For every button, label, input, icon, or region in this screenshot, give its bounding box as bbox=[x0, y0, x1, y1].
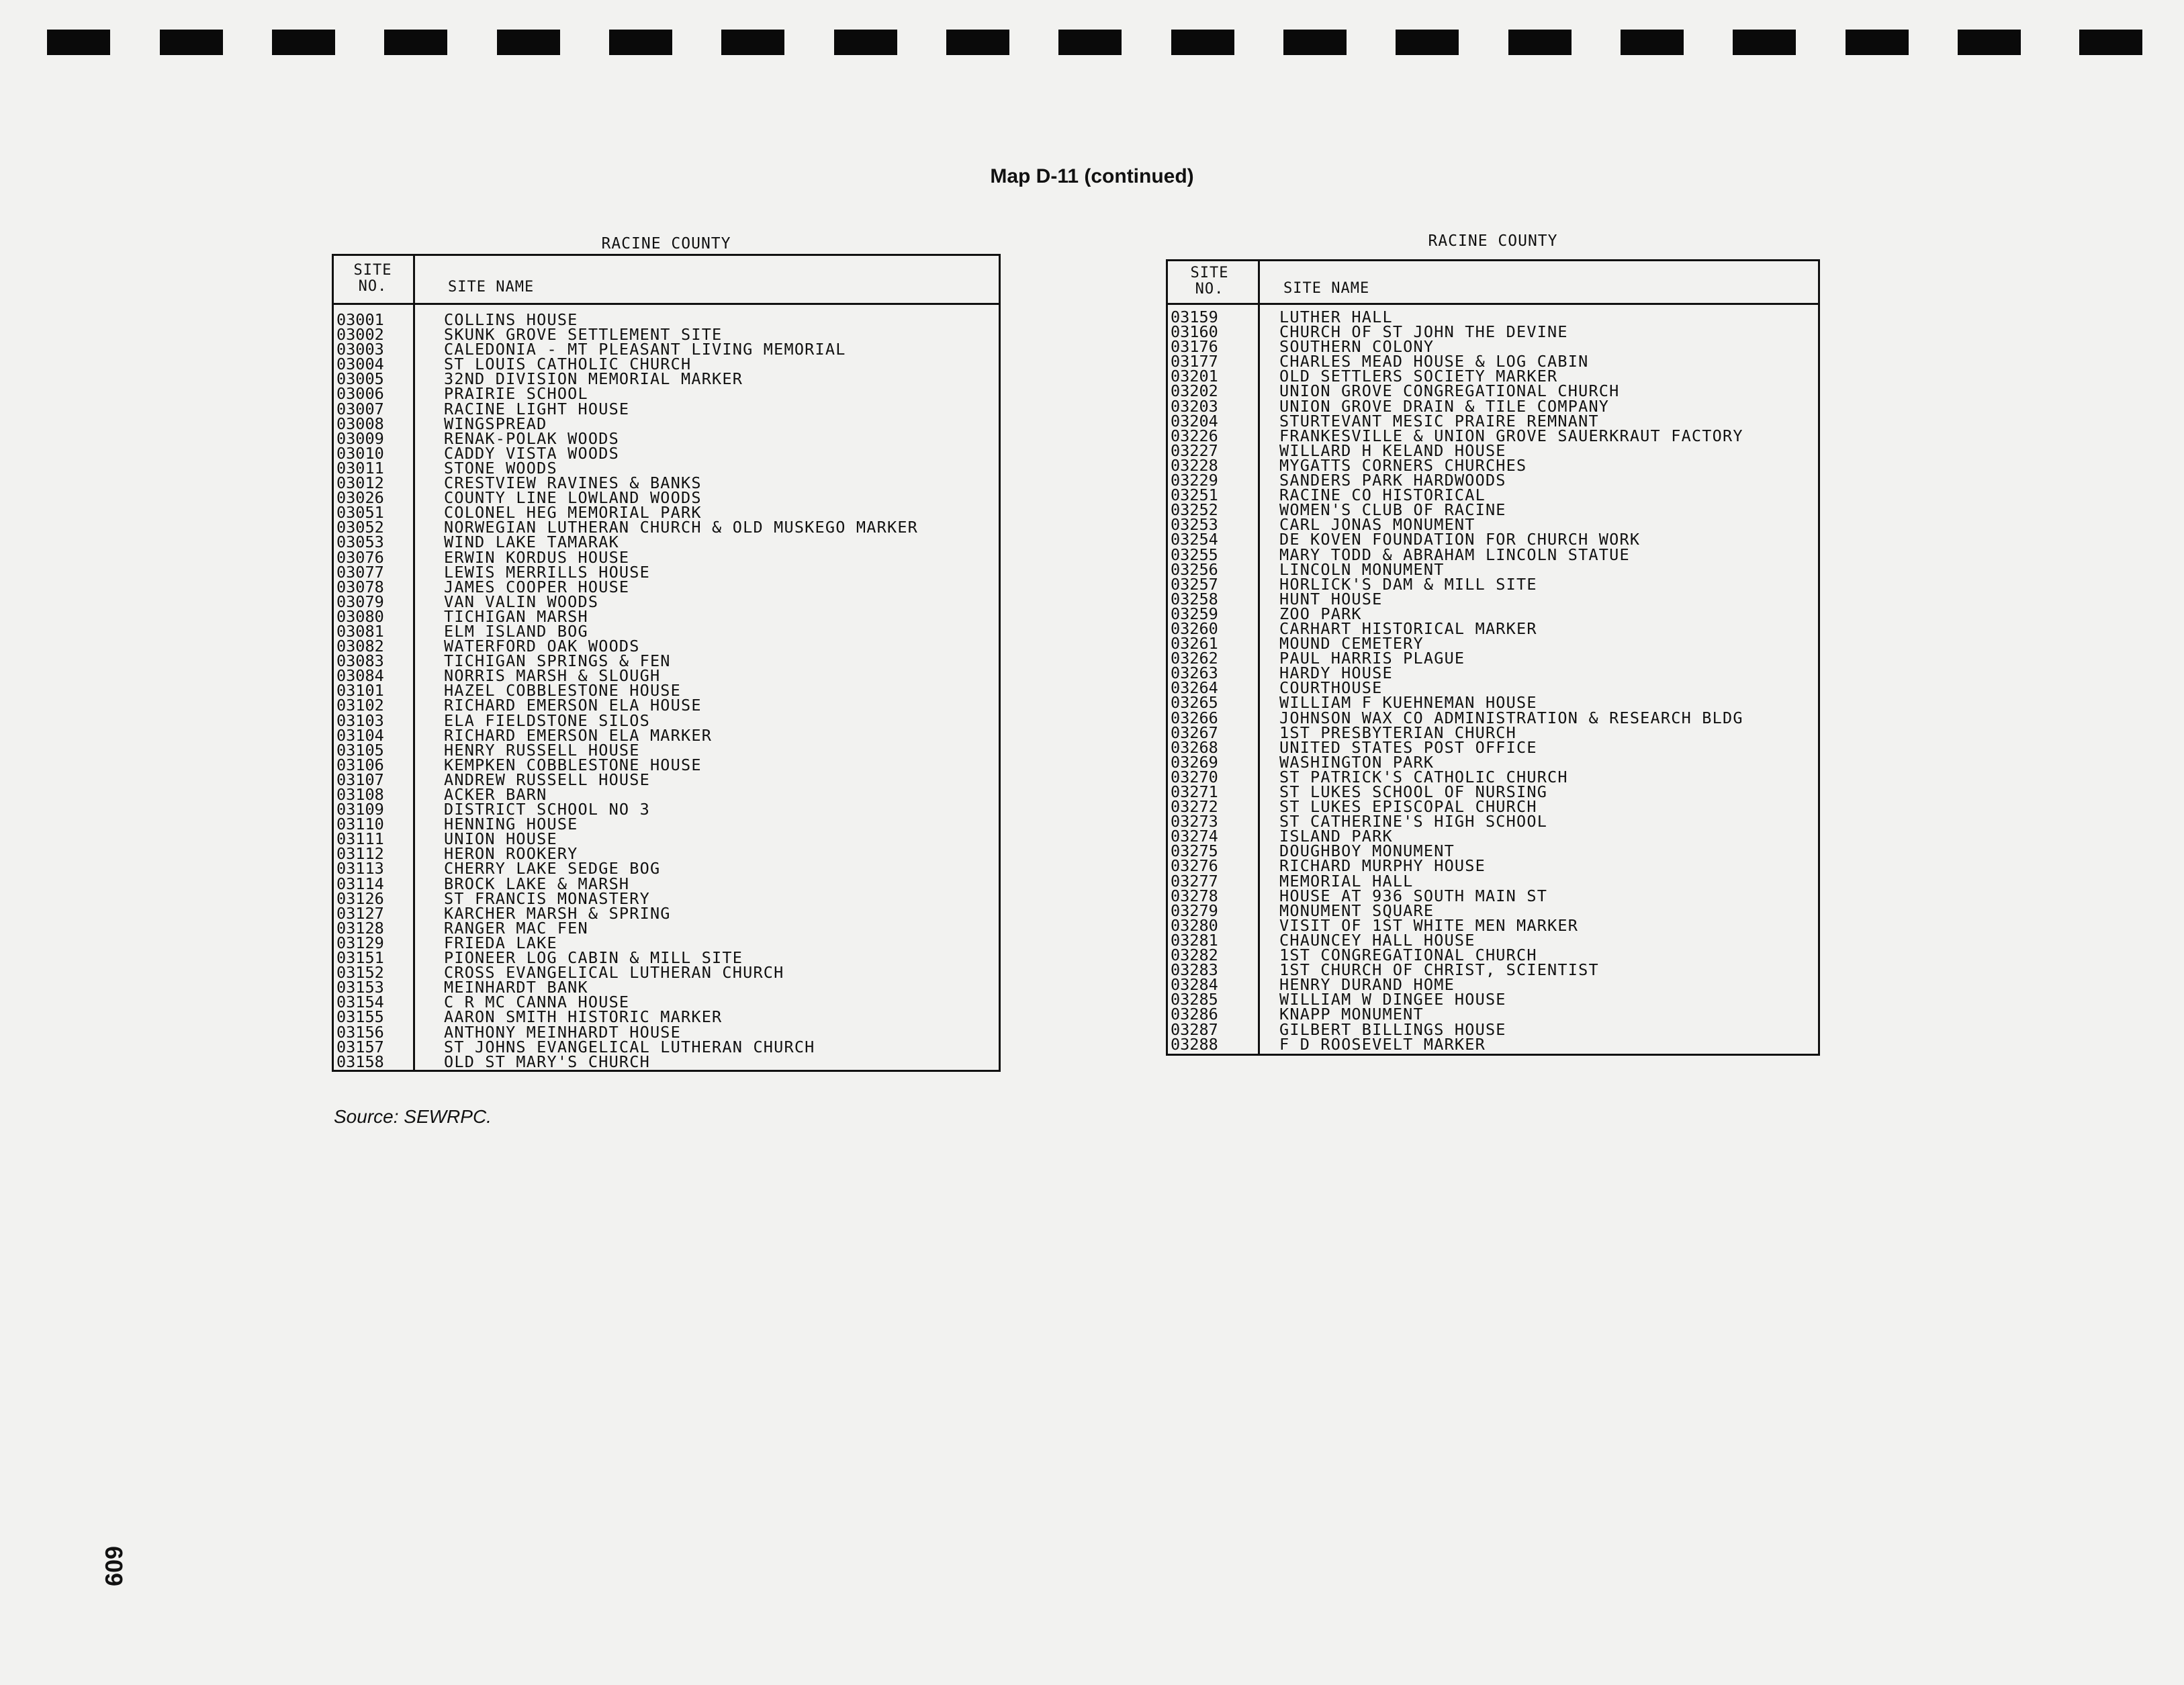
site-number: 03127 bbox=[336, 903, 384, 923]
site-number: 03261 bbox=[1171, 634, 1218, 653]
punch-hole bbox=[1283, 30, 1347, 55]
table-row bbox=[334, 802, 999, 817]
site-number: 03009 bbox=[336, 428, 384, 448]
site-number: 03264 bbox=[1171, 678, 1218, 698]
site-name: WOMEN'S CLUB OF RACINE bbox=[1279, 500, 1506, 520]
table-row bbox=[334, 861, 999, 876]
table-header bbox=[334, 256, 999, 305]
site-number: 03001 bbox=[336, 310, 384, 329]
table-body bbox=[1168, 310, 1818, 1052]
table-row bbox=[334, 651, 999, 671]
site-number: 03101 bbox=[336, 681, 384, 700]
table-row bbox=[334, 755, 999, 774]
site-name: 1ST CHURCH OF CHRIST, SCIENTIST bbox=[1279, 960, 1599, 980]
table-row bbox=[334, 815, 999, 834]
table-row bbox=[334, 980, 999, 995]
site-number: 03154 bbox=[336, 993, 384, 1012]
punch-hole bbox=[946, 30, 1009, 55]
site-number: 03262 bbox=[1171, 649, 1218, 668]
site-name: MEMORIAL HALL bbox=[1279, 871, 1414, 891]
site-number: 03006 bbox=[336, 384, 384, 404]
punch-hole bbox=[1171, 30, 1234, 55]
site-name: HOUSE AT 936 SOUTH MAIN ST bbox=[1279, 886, 1548, 905]
table-body bbox=[334, 312, 999, 1069]
site-table bbox=[332, 254, 1001, 1072]
table-row bbox=[1168, 621, 1818, 636]
site-name: ST FRANCIS MONASTERY bbox=[444, 889, 650, 908]
site-name: 1ST PRESBYTERIAN CHURCH bbox=[1279, 723, 1517, 742]
site-number: 03077 bbox=[336, 562, 384, 582]
table-row bbox=[334, 562, 999, 582]
table-row bbox=[334, 520, 999, 535]
source-note: Source: SEWRPC. bbox=[334, 1106, 492, 1127]
site-number: 03255 bbox=[1171, 545, 1218, 564]
site-number: 03267 bbox=[1171, 723, 1218, 742]
punch-hole bbox=[1621, 30, 1684, 55]
site-name: STURTEVANT MESIC PRAIRE REMNANT bbox=[1279, 411, 1599, 430]
site-number: 03002 bbox=[336, 325, 384, 345]
site-number: 03107 bbox=[336, 770, 384, 789]
site-name: ANTHONY MEINHARDT HOUSE bbox=[444, 1022, 682, 1042]
site-name: OLD ST MARY'S CHURCH bbox=[444, 1052, 650, 1071]
table-row bbox=[334, 606, 999, 626]
table-row bbox=[334, 963, 999, 983]
site-number: 03281 bbox=[1171, 930, 1218, 950]
site-name: HENNING HOUSE bbox=[444, 815, 578, 834]
site-number: 03108 bbox=[336, 785, 384, 804]
site-name: HUNT HOUSE bbox=[1279, 589, 1383, 608]
site-name: HERON ROOKERY bbox=[444, 844, 578, 864]
punch-hole bbox=[1958, 30, 2021, 55]
site-number: 03252 bbox=[1171, 500, 1218, 520]
table-row bbox=[334, 1054, 999, 1069]
left-site-table-block bbox=[332, 232, 1001, 1079]
site-name: KARCHER MARSH & SPRING bbox=[444, 903, 671, 923]
table-row bbox=[1168, 547, 1818, 562]
site-number: 03273 bbox=[1171, 812, 1218, 831]
site-name: PAUL HARRIS PLAGUE bbox=[1279, 649, 1465, 668]
site-number: 03109 bbox=[336, 800, 384, 819]
site-name: KEMPKEN COBBLESTONE HOUSE bbox=[444, 755, 702, 774]
site-number: 03128 bbox=[336, 918, 384, 938]
site-number: 03283 bbox=[1171, 960, 1218, 980]
site-name: CHERRY LAKE SEDGE BOG bbox=[444, 859, 661, 878]
site-name: WILLIAM F KUEHNEMAN HOUSE bbox=[1279, 693, 1537, 713]
site-name: COURTHOUSE bbox=[1279, 678, 1383, 698]
site-number: 03113 bbox=[336, 859, 384, 878]
site-number: 03202 bbox=[1171, 381, 1218, 401]
site-name: 32ND DIVISION MEMORIAL MARKER bbox=[444, 369, 743, 389]
punch-hole bbox=[497, 30, 560, 55]
table-row bbox=[334, 876, 999, 891]
site-number: 03253 bbox=[1171, 515, 1218, 535]
punch-hole bbox=[1396, 30, 1459, 55]
site-number: 03276 bbox=[1171, 856, 1218, 876]
site-number: 03005 bbox=[336, 369, 384, 389]
site-name: UNITED STATES POST OFFICE bbox=[1279, 737, 1537, 757]
site-number: 03012 bbox=[336, 473, 384, 493]
binder-punch-holes bbox=[47, 30, 2142, 55]
site-name: VAN VALIN WOODS bbox=[444, 592, 599, 611]
site-number: 03104 bbox=[336, 725, 384, 745]
site-name: LINCOLN MONUMENT bbox=[1279, 559, 1445, 579]
table-row bbox=[1168, 589, 1818, 608]
site-number: 03271 bbox=[1171, 782, 1218, 801]
site-name: NORRIS MARSH & SLOUGH bbox=[444, 666, 661, 686]
site-number: 03228 bbox=[1171, 455, 1218, 475]
site-name: SKUNK GROVE SETTLEMENT SITE bbox=[444, 325, 723, 345]
site-name: UNION GROVE CONGREGATIONAL CHURCH bbox=[1279, 381, 1620, 401]
table-row bbox=[334, 443, 999, 463]
site-number: 03288 bbox=[1171, 1034, 1218, 1054]
punch-hole bbox=[1846, 30, 1909, 55]
site-number: 03279 bbox=[1171, 901, 1218, 920]
site-name: RACINE LIGHT HOUSE bbox=[444, 399, 630, 418]
punch-hole bbox=[721, 30, 784, 55]
table-row bbox=[1168, 473, 1818, 488]
table-row bbox=[1168, 856, 1818, 876]
site-number: 03278 bbox=[1171, 886, 1218, 905]
table-row bbox=[334, 787, 999, 802]
site-name: WIND LAKE TAMARAK bbox=[444, 533, 619, 552]
site-number: 03078 bbox=[336, 577, 384, 596]
site-number: 03084 bbox=[336, 666, 384, 686]
site-name: UNION GROVE DRAIN & TILE COMPANY bbox=[1279, 396, 1610, 416]
site-number: 03270 bbox=[1171, 767, 1218, 786]
table-row bbox=[1168, 1019, 1818, 1039]
table-row bbox=[334, 416, 999, 431]
site-name: RANGER MAC FEN bbox=[444, 918, 588, 938]
table-row bbox=[1168, 960, 1818, 980]
site-name: RACINE CO HISTORICAL bbox=[1279, 486, 1486, 505]
table-row bbox=[334, 772, 999, 787]
site-name: TICHIGAN SPRINGS & FEN bbox=[444, 651, 671, 671]
site-number: 03251 bbox=[1171, 486, 1218, 505]
site-number: 03280 bbox=[1171, 915, 1218, 935]
col-header-site-no: SITE NO. bbox=[1190, 265, 1229, 298]
site-number: 03105 bbox=[336, 740, 384, 760]
site-number: 03258 bbox=[1171, 589, 1218, 608]
site-name: ELM ISLAND BOG bbox=[444, 621, 588, 641]
site-name: LEWIS MERRILLS HOUSE bbox=[444, 562, 650, 582]
table-row bbox=[334, 384, 999, 404]
site-name: COUNTY LINE LOWLAND WOODS bbox=[444, 488, 702, 508]
table-row bbox=[1168, 915, 1818, 935]
table-row bbox=[1168, 500, 1818, 520]
col-header-site-name: SITE NAME bbox=[1283, 280, 1370, 297]
map-title: Map D-11 (continued) bbox=[990, 165, 1194, 187]
site-name: ANDREW RUSSELL HOUSE bbox=[444, 770, 650, 789]
site-name: HORLICK'S DAM & MILL SITE bbox=[1279, 574, 1537, 594]
site-number: 03156 bbox=[336, 1022, 384, 1042]
county-label: RACINE COUNTY bbox=[601, 235, 731, 253]
site-name: STONE WOODS bbox=[444, 458, 557, 477]
site-number: 03204 bbox=[1171, 411, 1218, 430]
site-name: RENAK-POLAK WOODS bbox=[444, 428, 619, 448]
table-row bbox=[1168, 1034, 1818, 1054]
site-number: 03003 bbox=[336, 340, 384, 359]
table-row bbox=[334, 725, 999, 745]
site-name: RICHARD EMERSON ELA HOUSE bbox=[444, 696, 702, 715]
site-name: BROCK LAKE & MARSH bbox=[444, 874, 630, 893]
site-name: WINGSPREAD bbox=[444, 414, 547, 433]
table-row bbox=[334, 369, 999, 389]
table-row bbox=[334, 399, 999, 418]
site-number: 03106 bbox=[336, 755, 384, 774]
site-name: GILBERT BILLINGS HOUSE bbox=[1279, 1019, 1506, 1039]
site-number: 03129 bbox=[336, 933, 384, 952]
site-name: AARON SMITH HISTORIC MARKER bbox=[444, 1007, 723, 1027]
site-number: 03203 bbox=[1171, 396, 1218, 416]
site-number: 03080 bbox=[336, 606, 384, 626]
site-name: MYGATTS CORNERS CHURCHES bbox=[1279, 455, 1527, 475]
site-name: ACKER BARN bbox=[444, 785, 547, 804]
site-number: 03083 bbox=[336, 651, 384, 671]
site-name: SANDERS PARK HARDWOODS bbox=[1279, 471, 1506, 490]
site-number: 03102 bbox=[336, 696, 384, 715]
site-number: 03114 bbox=[336, 874, 384, 893]
site-number: 03126 bbox=[336, 889, 384, 908]
table-row bbox=[334, 533, 999, 552]
site-name: FRANKESVILLE & UNION GROVE SAUERKRAUT FACTORY bbox=[1279, 426, 1743, 445]
site-number: 03052 bbox=[336, 518, 384, 537]
col-header-site-no: SITE NO. bbox=[353, 262, 392, 295]
table-row bbox=[334, 577, 999, 596]
punch-hole bbox=[609, 30, 672, 55]
site-number: 03160 bbox=[1171, 322, 1218, 342]
site-number: 03286 bbox=[1171, 1005, 1218, 1024]
site-number: 03285 bbox=[1171, 990, 1218, 1009]
site-number: 03103 bbox=[336, 711, 384, 730]
site-number: 03259 bbox=[1171, 604, 1218, 623]
site-name: ZOO PARK bbox=[1279, 604, 1362, 623]
table-row bbox=[334, 698, 999, 713]
site-name: JOHNSON WAX CO ADMINISTRATION & RESEARCH BLDG bbox=[1279, 708, 1743, 727]
site-number: 03008 bbox=[336, 414, 384, 433]
table-row bbox=[334, 547, 999, 567]
site-name: RICHARD EMERSON ELA MARKER bbox=[444, 725, 713, 745]
table-row bbox=[1168, 814, 1818, 829]
site-name: MOUND CEMETERY bbox=[1279, 634, 1424, 653]
site-name: C R MC CANNA HOUSE bbox=[444, 993, 630, 1012]
site-name: CARL JONAS MONUMENT bbox=[1279, 515, 1475, 535]
site-name: ERWIN KORDUS HOUSE bbox=[444, 547, 630, 567]
site-number: 03152 bbox=[336, 963, 384, 983]
site-name: F D ROOSEVELT MARKER bbox=[1279, 1034, 1486, 1054]
site-name: DOUGHBOY MONUMENT bbox=[1279, 841, 1455, 861]
table-row bbox=[1168, 737, 1818, 757]
punch-hole bbox=[2079, 30, 2142, 55]
site-number: 03112 bbox=[336, 844, 384, 864]
site-number: 03177 bbox=[1171, 352, 1218, 371]
punch-hole bbox=[1508, 30, 1572, 55]
site-number: 03176 bbox=[1171, 337, 1218, 357]
site-name: HARDY HOUSE bbox=[1279, 664, 1393, 683]
site-number: 03079 bbox=[336, 592, 384, 611]
punch-hole bbox=[47, 30, 110, 55]
site-number: 03263 bbox=[1171, 664, 1218, 683]
site-number: 03081 bbox=[336, 621, 384, 641]
site-number: 03260 bbox=[1171, 619, 1218, 638]
site-number: 03051 bbox=[336, 503, 384, 522]
site-name: ELA FIELDSTONE SILOS bbox=[444, 711, 650, 730]
site-name: 1ST CONGREGATIONAL CHURCH bbox=[1279, 946, 1537, 965]
punch-hole bbox=[834, 30, 897, 55]
site-name: ST CATHERINE'S HIGH SCHOOL bbox=[1279, 812, 1548, 831]
table-row bbox=[334, 918, 999, 938]
site-number: 03007 bbox=[336, 399, 384, 418]
site-name: CROSS EVANGELICAL LUTHERAN CHURCH bbox=[444, 963, 784, 983]
punch-hole bbox=[160, 30, 223, 55]
site-number: 03274 bbox=[1171, 827, 1218, 846]
site-name: MONUMENT SQUARE bbox=[1279, 901, 1435, 920]
site-name: LUTHER HALL bbox=[1279, 308, 1393, 326]
site-number: 03159 bbox=[1171, 308, 1218, 326]
site-number: 03269 bbox=[1171, 752, 1218, 772]
site-name: ST LUKES EPISCOPAL CHURCH bbox=[1279, 797, 1537, 817]
site-name: ISLAND PARK bbox=[1279, 827, 1393, 846]
table-row bbox=[1168, 651, 1818, 666]
site-number: 03153 bbox=[336, 978, 384, 997]
site-name: WILLARD H KELAND HOUSE bbox=[1279, 441, 1506, 460]
table-row bbox=[1168, 829, 1818, 844]
right-site-table-block bbox=[1166, 231, 1820, 1057]
site-name: ST PATRICK'S CATHOLIC CHURCH bbox=[1279, 767, 1568, 786]
table-row bbox=[1168, 574, 1818, 594]
site-number: 03026 bbox=[336, 488, 384, 508]
site-name: MARY TODD & ABRAHAM LINCOLN STATUE bbox=[1279, 545, 1630, 564]
site-number: 03151 bbox=[336, 948, 384, 968]
site-number: 03004 bbox=[336, 355, 384, 374]
punch-hole bbox=[272, 30, 335, 55]
table-row bbox=[1168, 664, 1818, 683]
site-number: 03287 bbox=[1171, 1019, 1218, 1039]
site-name: COLLINS HOUSE bbox=[444, 310, 578, 329]
site-name: SOUTHERN COLONY bbox=[1279, 337, 1435, 357]
site-name: CALEDONIA - MT PLEASANT LIVING MEMORIAL bbox=[444, 340, 846, 359]
county-label: RACINE COUNTY bbox=[1428, 232, 1558, 250]
site-name: CRESTVIEW RAVINES & BANKS bbox=[444, 473, 702, 493]
site-number: 03266 bbox=[1171, 708, 1218, 727]
site-number: 03268 bbox=[1171, 737, 1218, 757]
site-name: FRIEDA LAKE bbox=[444, 933, 557, 952]
site-number: 03272 bbox=[1171, 797, 1218, 817]
site-name: DISTRICT SCHOOL NO 3 bbox=[444, 800, 650, 819]
site-number: 03227 bbox=[1171, 441, 1218, 460]
site-name: ST JOHNS EVANGELICAL LUTHERAN CHURCH bbox=[444, 1037, 815, 1056]
site-name: UNION HOUSE bbox=[444, 829, 557, 849]
site-number: 03201 bbox=[1171, 367, 1218, 386]
site-number: 03158 bbox=[336, 1052, 384, 1071]
site-name: KNAPP MONUMENT bbox=[1279, 1005, 1424, 1024]
site-name: PIONEER LOG CABIN & MILL SITE bbox=[444, 948, 743, 968]
site-number: 03155 bbox=[336, 1007, 384, 1027]
site-name: CHAUNCEY HALL HOUSE bbox=[1279, 930, 1475, 950]
site-name: JAMES COOPER HOUSE bbox=[444, 577, 630, 596]
site-name: CADDY VISTA WOODS bbox=[444, 443, 619, 463]
table-row bbox=[334, 903, 999, 923]
site-number: 03277 bbox=[1171, 871, 1218, 891]
table-row bbox=[334, 844, 999, 864]
site-number: 03226 bbox=[1171, 426, 1218, 445]
site-name: HENRY DURAND HOME bbox=[1279, 975, 1455, 995]
table-row bbox=[1168, 841, 1818, 861]
table-row bbox=[1168, 992, 1818, 1007]
table-row bbox=[334, 594, 999, 609]
site-number: 03256 bbox=[1171, 559, 1218, 579]
site-name: TICHIGAN MARSH bbox=[444, 606, 588, 626]
site-name: WASHINGTON PARK bbox=[1279, 752, 1435, 772]
site-number: 03284 bbox=[1171, 975, 1218, 995]
page-number: 609 bbox=[100, 1546, 128, 1587]
site-number: 03229 bbox=[1171, 471, 1218, 490]
site-name: ST LOUIS CATHOLIC CHURCH bbox=[444, 355, 692, 374]
site-name: DE KOVEN FOUNDATION FOR CHURCH WORK bbox=[1279, 530, 1641, 549]
site-name: OLD SETTLERS SOCIETY MARKER bbox=[1279, 367, 1558, 386]
table-row bbox=[1168, 322, 1818, 342]
table-row bbox=[334, 1037, 999, 1056]
site-number: 03265 bbox=[1171, 693, 1218, 713]
site-name: MEINHARDT BANK bbox=[444, 978, 588, 997]
site-number: 03157 bbox=[336, 1037, 384, 1056]
site-table bbox=[1166, 259, 1820, 1056]
site-name: PRAIRIE SCHOOL bbox=[444, 384, 588, 404]
site-name: VISIT OF 1ST WHITE MEN MARKER bbox=[1279, 915, 1579, 935]
table-row bbox=[1168, 636, 1818, 651]
site-name: WILLIAM W DINGEE HOUSE bbox=[1279, 990, 1506, 1009]
table-row bbox=[334, 829, 999, 849]
col-header-site-name: SITE NAME bbox=[448, 279, 535, 295]
site-name: HENRY RUSSELL HOUSE bbox=[444, 740, 640, 760]
site-number: 03010 bbox=[336, 443, 384, 463]
punch-hole bbox=[1733, 30, 1796, 55]
site-name: RICHARD MURPHY HOUSE bbox=[1279, 856, 1486, 876]
table-row bbox=[334, 428, 999, 448]
site-name: HAZEL COBBLESTONE HOUSE bbox=[444, 681, 682, 700]
site-number: 03254 bbox=[1171, 530, 1218, 549]
site-name: CARHART HISTORICAL MARKER bbox=[1279, 619, 1537, 638]
punch-hole bbox=[1058, 30, 1122, 55]
punch-hole bbox=[384, 30, 447, 55]
site-number: 03111 bbox=[336, 829, 384, 849]
site-name: CHARLES MEAD HOUSE & LOG CABIN bbox=[1279, 352, 1589, 371]
site-name: ST LUKES SCHOOL OF NURSING bbox=[1279, 782, 1548, 801]
site-number: 03282 bbox=[1171, 946, 1218, 965]
site-name: COLONEL HEG MEMORIAL PARK bbox=[444, 503, 702, 522]
site-name: NORWEGIAN LUTHERAN CHURCH & OLD MUSKEGO MARKER bbox=[444, 518, 919, 537]
site-number: 03053 bbox=[336, 533, 384, 552]
site-number: 03076 bbox=[336, 547, 384, 567]
table-header bbox=[1168, 261, 1818, 305]
site-number: 03082 bbox=[336, 637, 384, 656]
site-number: 03275 bbox=[1171, 841, 1218, 861]
site-number: 03257 bbox=[1171, 574, 1218, 594]
site-number: 03110 bbox=[336, 815, 384, 834]
table-row bbox=[334, 621, 999, 641]
site-name: WATERFORD OAK WOODS bbox=[444, 637, 640, 656]
site-number: 03011 bbox=[336, 458, 384, 477]
site-name: CHURCH OF ST JOHN THE DEVINE bbox=[1279, 322, 1568, 342]
table-row bbox=[1168, 886, 1818, 905]
